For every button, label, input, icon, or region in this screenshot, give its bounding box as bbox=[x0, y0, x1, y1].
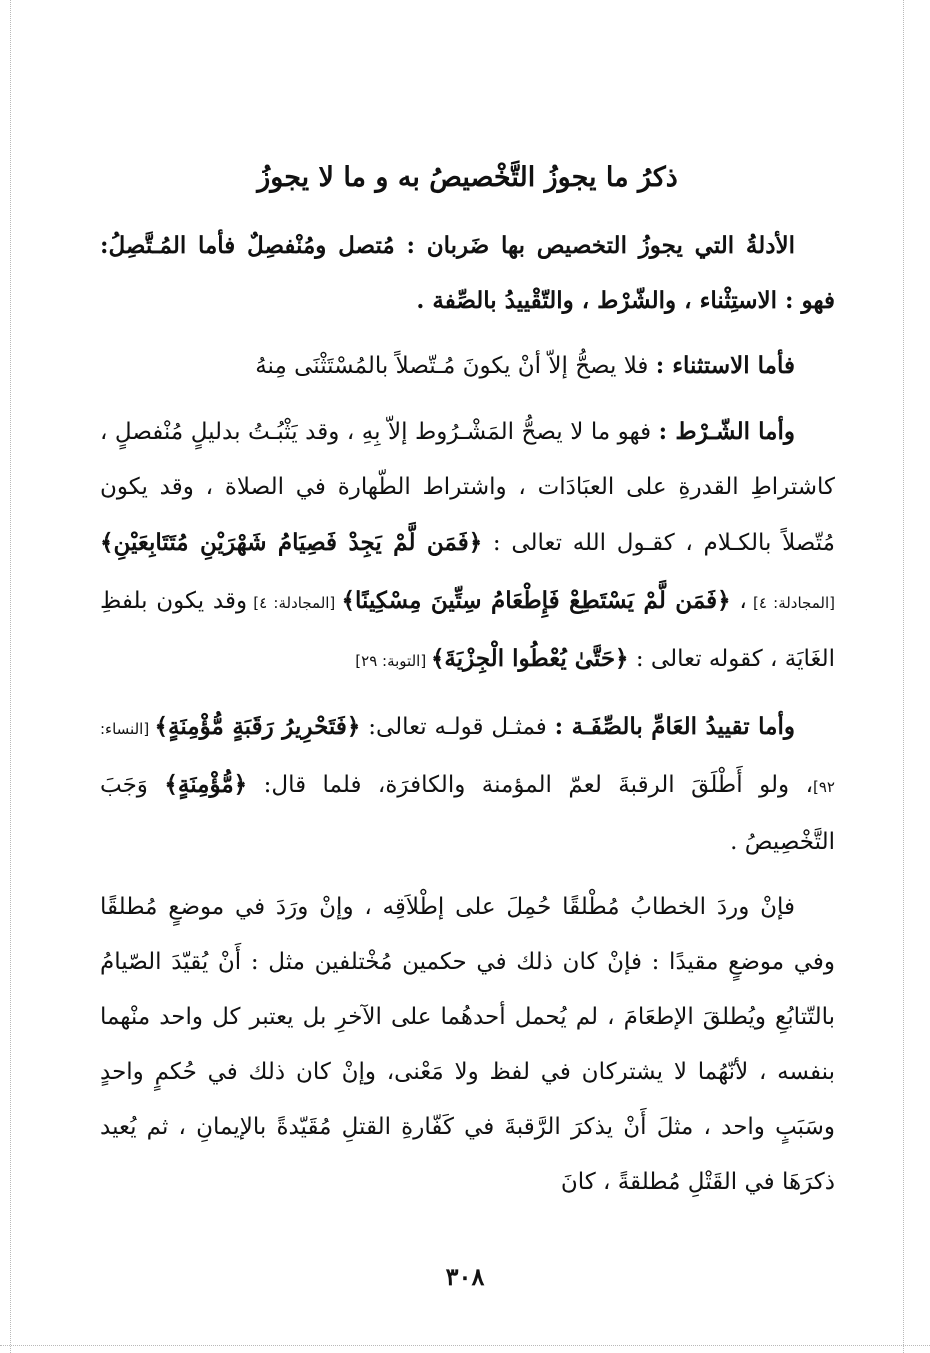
verse-reference-2: [المجادلة: ٤] bbox=[247, 594, 342, 612]
qualification-text-2: ، ولو أَطْلَقَ الرقبةَ لعمّ المؤمنة والكافرَة، فلما قال: bbox=[247, 772, 813, 798]
exception-text: فلا يصحُّ إلاّ أنْ يكونَ مُـتّصلاً بالمُسْتَثْنَى مِنهُ bbox=[255, 353, 656, 379]
qualification-text-3: وَجَبَ التَّخْصِيصُ . bbox=[100, 772, 835, 855]
scan-edge-bottom bbox=[0, 1345, 930, 1346]
paragraph-condition bbox=[100, 404, 835, 689]
page-body bbox=[100, 148, 835, 1220]
scan-edge-right bbox=[903, 0, 904, 1353]
quran-verse-2: ﴿فَمَن لَّمْ يَسْتَطِعْ فَإِطْعَامُ سِتِّينَ مِسْكِينًا﴾ bbox=[341, 587, 731, 614]
quran-verse-3: ﴿حَتَّىٰ يُعْطُوا الْجِزْيَةَ﴾ bbox=[430, 645, 629, 672]
qualification-text-1: فمثـل قولـه تعالى: bbox=[360, 714, 555, 740]
page-title: ذكرُ ما يجوزُ التَّخْصيصُ به و ما لا يجوزُ bbox=[257, 162, 678, 193]
paragraph-evidence-types bbox=[100, 218, 835, 328]
exception-heading: فأما الاستثناء : bbox=[655, 352, 795, 379]
verse-reference-4: [النساء: ٩٢] bbox=[100, 720, 835, 796]
quran-verse-1: ﴿فَمَن لَّمْ يَجِدْ فَصِيَامُ شَهْرَيْنِ مُتَتَابِعَيْنِ﴾ bbox=[100, 529, 483, 556]
absolute-restricted-text: فإنْ وردَ الخطابُ مُطْلقًا حُمِلَ على إطْلاَقِه ، وإنْ ورَدَ في موضعٍ مُطلقًا وفي موضعٍ مقيدًا : فإنْ كان ذلك في حكمين مُخْتلفين مثل : أَنْ يُقيّدَ الصّيامُ بالتّتابُعِ ويُطلقَ الإطعَامَ ، لم يُحمل أحدهُما على الآخرِ بل يعتبر كل واحد منْهما بنفسه ، لأنّهُما لا يشتركان في لفظ ولا مَعْنى، وإنْ كان ذلك في حُكمٍ واحدٍ وسَبَبٍ واحد ، مثلَ أَنْ يذكرَ الرَّقبةَ في كَفّارةِ القتلِ مُقَيّدةً بالإيمانِ ، ثم يُعيد ذكرَهَا في القَتْلِ مُطلقةً ، كانَ bbox=[100, 894, 835, 1195]
verse-reference-1: [المجادلة: ٤] bbox=[746, 594, 836, 612]
paragraph-qualification bbox=[100, 699, 835, 870]
condition-text-1: فهو ما لا يصحُّ المَشْـرُوط إلاّ بِهِ ، وقد يَثْبُـتُ بدليلٍ مُنْفصلٍ ، كاشتراطِ القدرةِ على العبَادَات ، واشتراط الطّهارة في الصلاة ، وقد يكون مُتّصلاً بالكـلام ، كقـول الله تعالى : bbox=[100, 419, 835, 556]
condition-text-3: وقد يكون بلفظِ الغَايَة ، كقوله تعالى : bbox=[100, 588, 835, 672]
scan-edge-left bbox=[10, 0, 11, 1353]
quran-verse-5: ﴿مُّؤْمِنَةٍ﴾ bbox=[164, 771, 248, 798]
condition-text-2: ، bbox=[730, 588, 747, 614]
page-number: ٣٠٨ bbox=[445, 1262, 485, 1291]
condition-heading: وأما الشّـرْط : bbox=[658, 418, 795, 445]
paragraph-exception bbox=[100, 338, 835, 394]
paragraph-evidence-types-text: الأدلةُ التي يجوزُ التخصيص بها ضَربان : مُتصل ومُنْفصِلٌ فأما المُـتَّصِلُ: فهو : الاستِثْناء ، والشّرْط ، والتّقْييدُ بالصِّفة . bbox=[100, 232, 835, 314]
verse-reference-3: [التوبة: ٢٩] bbox=[355, 652, 431, 670]
qualification-heading: وأما تقييدُ العَامِّ بالصِّفَـة : bbox=[554, 713, 795, 740]
paragraph-absolute-restricted bbox=[100, 880, 835, 1210]
quran-verse-4: ﴿فَتَحْرِيرُ رَقَبَةٍ مُّؤْمِنَةٍ﴾ bbox=[154, 713, 361, 740]
